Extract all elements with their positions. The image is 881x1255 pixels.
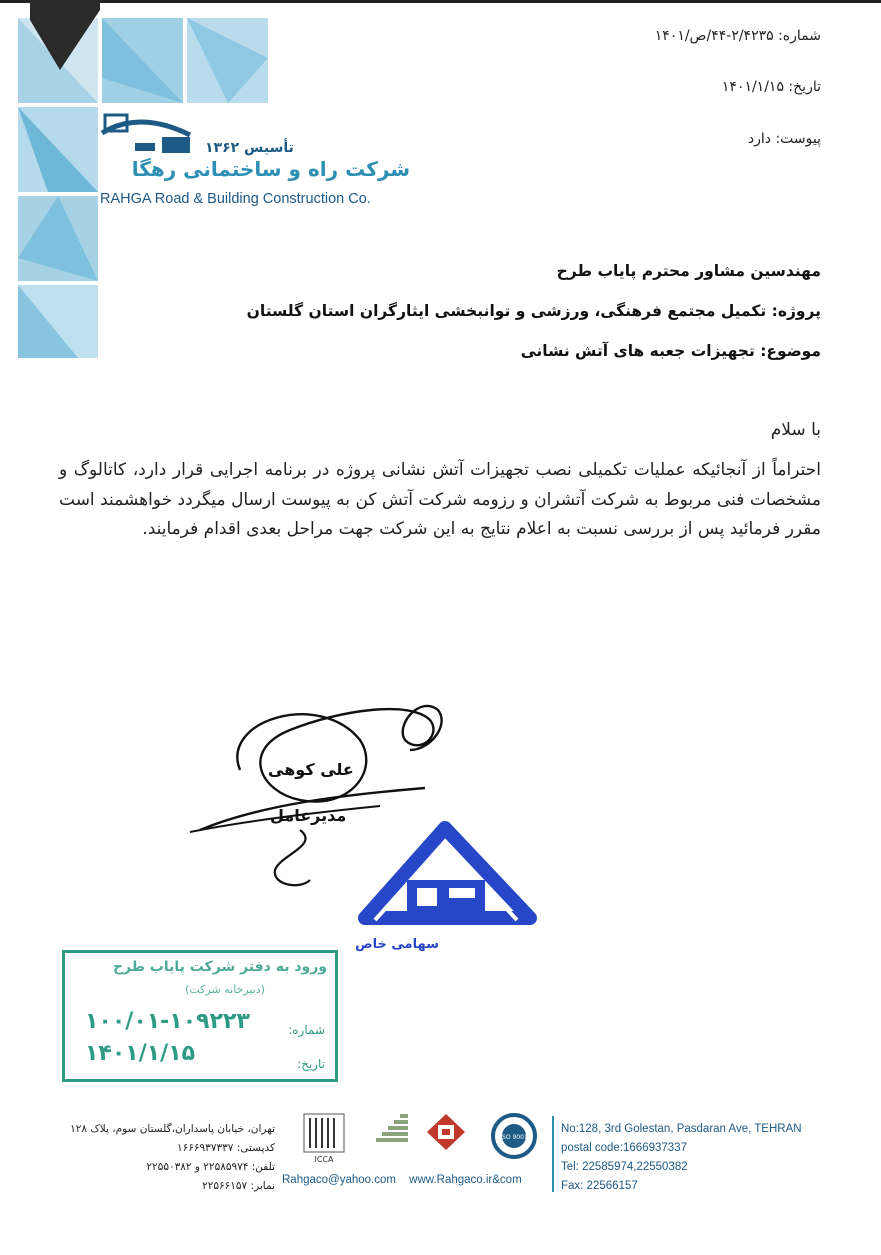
top-border	[0, 0, 881, 3]
signer-name: علی کوهی	[268, 760, 354, 779]
stamp-number-value: ۱۰۰/۰۱-۱۰۹۲۲۳	[85, 1009, 250, 1034]
company-seal	[345, 808, 545, 968]
subject-line: موضوع: تجهیزات جعبه های آتش نشانی	[520, 342, 821, 360]
project-line: پروژه: تکمیل مجتمع فرهنگی، ورزشی و توانبخشی ایثارگران استان گلستان	[246, 302, 821, 320]
seal-sub-text: سهامی خاص	[355, 937, 439, 952]
stamp-number-label: شماره:	[288, 1023, 325, 1037]
footer-fax-fa: نمابر: ۲۲۵۶۶۱۵۷	[202, 1180, 275, 1192]
footer-contact-fa	[70, 1120, 275, 1196]
greeting: با سلام	[770, 420, 821, 440]
footer-website[interactable]: www.Rahgaco.ir&com	[409, 1174, 522, 1186]
footer-fax-en: Fax: 22566157	[561, 1180, 638, 1192]
footer-phone-fa: تلفن: ۲۲۵۸۵۹۷۴ و ۲۲۵۵۰۳۸۲	[146, 1161, 275, 1173]
footer-divider	[552, 1116, 554, 1192]
iso-certification-icon	[490, 1112, 538, 1160]
letter-attachment: پیوست: دارد	[747, 131, 821, 147]
corner-fold	[0, 0, 100, 80]
company-logo	[100, 105, 410, 215]
association-logo-icon	[425, 1112, 467, 1152]
company-name-en: RAHGA Road & Building Construction Co.	[100, 191, 371, 207]
recipient: مهندسین مشاور محترم پایاب طرح	[556, 262, 821, 280]
stamp-subtitle: (دبیرخانه شرکت)	[185, 983, 265, 996]
icca-logo-icon	[302, 1112, 346, 1164]
footer-phone-en: Tel: 22585974,22550382	[561, 1161, 688, 1173]
signer-title: مدیرعامل	[270, 806, 347, 825]
footer-postal-en: postal code:1666937337	[561, 1142, 687, 1154]
letter-body: احتراماً از آنجائیکه عملیات تکمیلی نصب تجهیزات آتش نشانی پروژه در برنامه اجرایی قرار دارد، کاتالوگ و مشخصات فنی مربوط به شرکت آتشران و رزومه شرکت آتش کن به پیوست ارسال میگردد خواهشمند است مقرر فرمائید پس از بررسی نسبت به اعلام نتایج به این شرکت جهت مراحل بعدی اقدام فرمایند.	[59, 460, 821, 539]
established-year: تأسیس ۱۳۶۲	[205, 140, 294, 156]
stamp-title: ورود به دفتر شرکت پایاب طرح	[112, 959, 327, 975]
rahga-logo-icon	[100, 105, 200, 160]
receipt-stamp	[62, 950, 338, 1082]
stamp-date-label: تاریخ:	[297, 1057, 325, 1071]
icca-logo-label: ICCA	[314, 1155, 334, 1164]
stamp-date-value: ۱۴۰۱/۱/۱۵	[85, 1041, 196, 1066]
footer-web	[282, 1174, 532, 1186]
company-name-fa: شرکت راه و ساختمانی رهگا	[131, 157, 410, 181]
letter-date: تاریخ: ۱۴۰۱/۱/۱۵	[721, 79, 821, 95]
footer-email[interactable]: Rahgaco@yahoo.com	[282, 1174, 396, 1186]
footer-address-en: No:128, 3rd Golestan, Pasdaran Ave, TEHRAN	[561, 1123, 802, 1135]
footer-contact-en	[561, 1120, 802, 1196]
footer-postal-fa: کدپستی: ۱۶۶۶۹۳۷۳۳۷	[176, 1142, 275, 1154]
building-logo-icon	[372, 1112, 412, 1152]
footer-address-fa: تهران، خیابان پاسداران،گلستان سوم، پلاک ۱۲۸	[70, 1123, 275, 1135]
iso-logo-label: ISO 9001	[500, 1134, 528, 1141]
letter-number: شماره: ۲/۴۲۳۵-۴۴/ص/۱۴۰۱	[654, 28, 821, 44]
